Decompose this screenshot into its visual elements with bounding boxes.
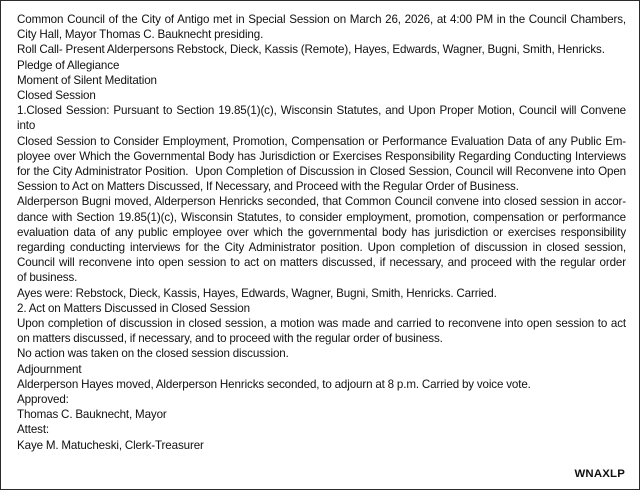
notice-text-body (17, 12, 629, 453)
intro-paragraph (17, 12, 626, 42)
roll-call-line: Roll Call- Present Alderpersons Rebstock, Dieck, Kassis (Remote), Hayes, Edwards, Wagner, Bugni, Smith, Henricks. (17, 43, 605, 57)
agenda-item-2-heading: 2. Act on Matters Discussed in Closed Session (17, 301, 250, 315)
intro-line-2: City Hall, Mayor Thomas C. Bauknecht presiding. (17, 28, 264, 42)
closed-session-heading: Closed Session (17, 89, 96, 103)
item1-line-1: 1.Closed Session: Pursuant to Section 19.85(1)(c), Wisconsin Statutes, and Upon Proper Motion, Council will Convene into (17, 104, 629, 133)
item1-line-2: Closed Session to Consider Employment, Promotion, Compensation or Performance Evaluation Data of any Public Em- (17, 134, 626, 148)
clerk-signature-line: Kaye M. Matucheski, Clerk-Treasurer (17, 438, 204, 452)
motion-line-1: Alderperson Bugni moved, Alderperson Henricks seconded, that Common Council convene into closed session in accor- (17, 195, 626, 209)
adjournment-motion-line: Alderperson Hayes moved, Alderperson Henricks seconded, to adjourn at 8 p.m. Carried by voice vote. (17, 377, 531, 391)
agenda-item-2-paragraph (17, 316, 626, 346)
mayor-signature-line: Thomas C. Bauknecht, Mayor (17, 408, 167, 422)
no-action-line: No action was taken on the closed session discussion. (17, 347, 289, 361)
ayes-vote-line: Ayes were: Rebstock, Dieck, Kassis, Hayes, Edwards, Wagner, Bugni, Smith, Henricks. Carried. (17, 286, 497, 300)
agenda-item-1-paragraph (17, 103, 629, 194)
intro-line-1: Common Council of the City of Antigo met in Special Session on March 26, 2026, at 4:00 PM in the Council Chambers, (17, 13, 626, 26)
wnaxlp-footer-code: WNAXLP (574, 468, 625, 480)
item1-line-3: ployee over Which the Governmental Body has Jurisdiction or Exercises Responsibility Regarding Conducting Interviews (17, 149, 626, 163)
motion-line-3: evaluation data of any public employee over which the governmental body has jurisdiction or exercises responsibility (17, 225, 626, 239)
item2-line-1: Upon completion of discussion in closed session, a motion was made and carried to reconvene into open session to act (17, 317, 626, 331)
item1-line-4: for the City Administrator Position. Upon Completion of Discussion in Closed Session, Council will Reconvene into Open (17, 165, 626, 179)
item2-line-2: on matters discussed, if necessary, and to proceed with the regular order of business. (17, 332, 443, 346)
motion-line-5: Council will reconvene into open session to act on matters discussed, if necessary, and proceed with the regular order (17, 256, 626, 270)
approved-label: Approved: (17, 393, 69, 407)
closed-session-motion-paragraph (17, 194, 626, 285)
motion-line-4: regarding conducting interviews for the City Administrator position. Upon completion of discussion in closed session, (17, 241, 626, 255)
adjournment-heading: Adjournment (17, 362, 82, 376)
motion-line-2: dance with Section 19.85(1)(c), Wisconsin Statutes, to consider employment, promotion, compensation or performance (17, 210, 626, 224)
moment-of-silent-meditation-line: Moment of Silent Meditation (17, 73, 157, 87)
attest-label: Attest: (17, 423, 50, 437)
pledge-of-allegiance-line: Pledge of Allegiance (17, 58, 120, 72)
item1-line-5: Session to Act on Matters Discussed, If Necessary, and Proceed with the Regular Order of Business. (17, 180, 519, 194)
motion-line-6: of business. (17, 271, 78, 285)
